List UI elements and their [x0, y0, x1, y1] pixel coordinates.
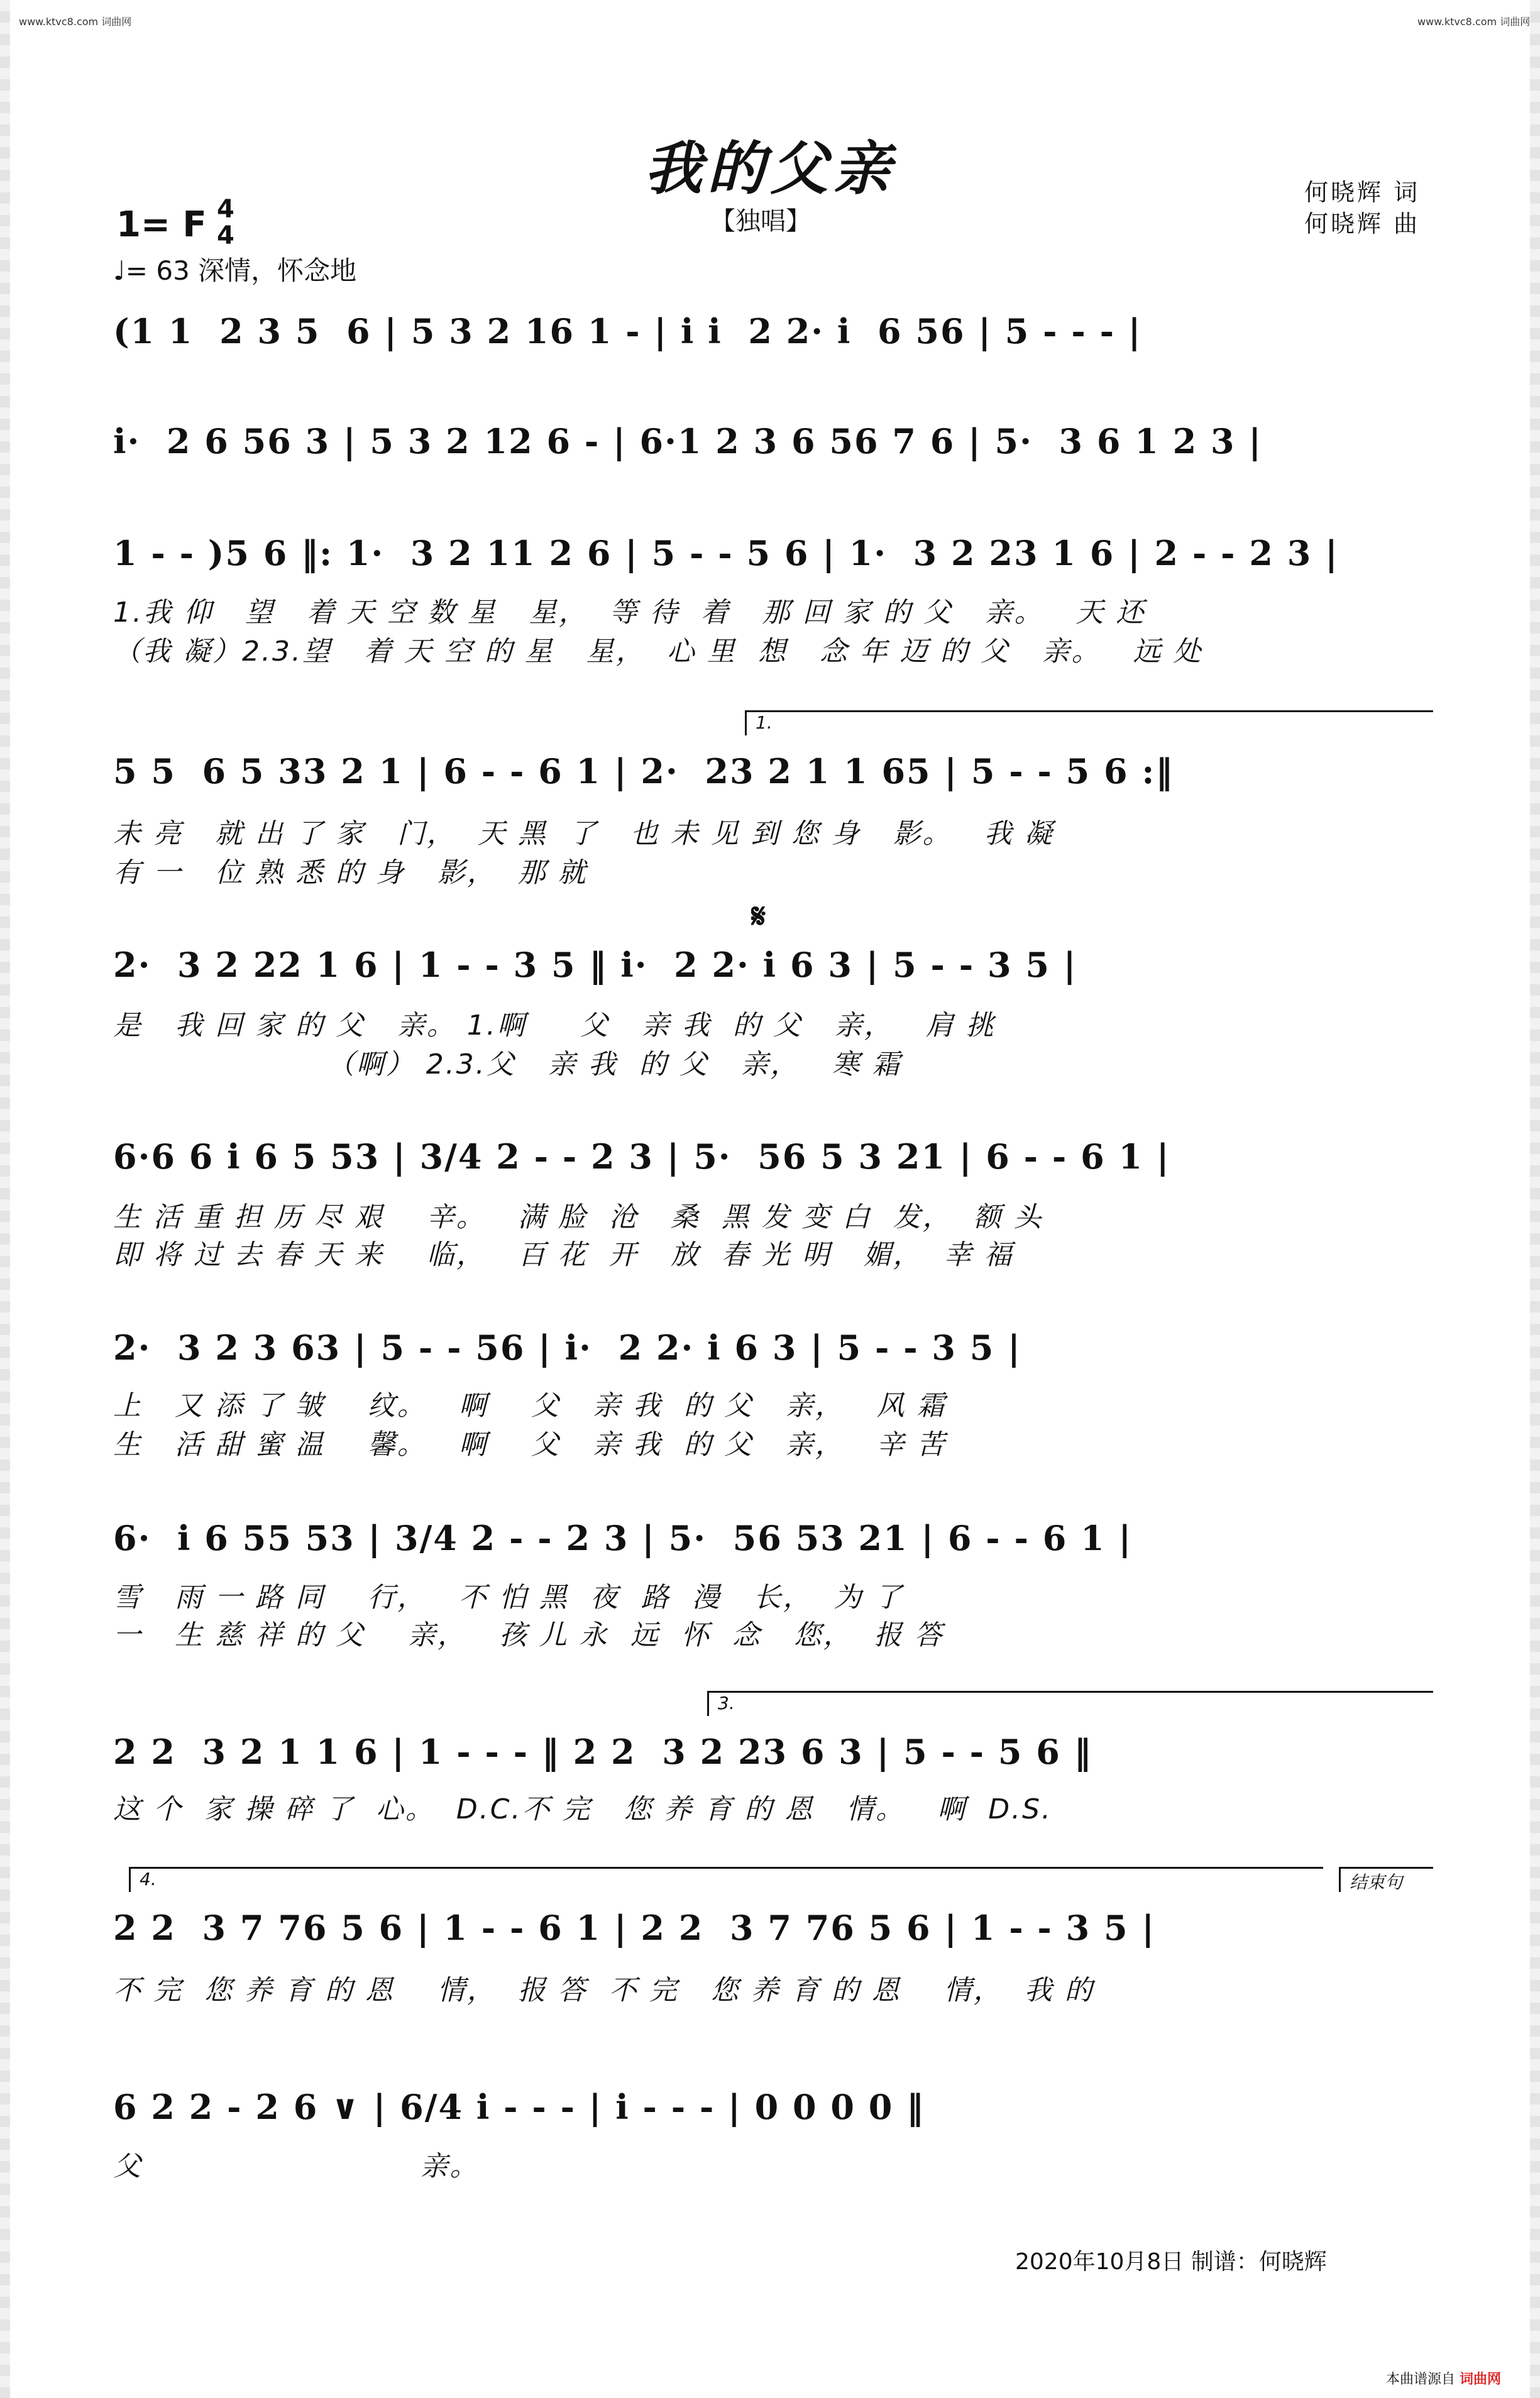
time-signature-top: 4 [217, 195, 234, 224]
volta-bracket-3: 3. [707, 1691, 1433, 1716]
notation-line-1: (1 1 2 3 5 6 | 5 3 2 16 1 - | i i 2 2· i 6 56 | 5 - - - | [113, 311, 1142, 351]
notation-line-10: 2 2 3 7 76 5 6 | 1 - - 6 1 | 2 2 3 7 76 5 6 | 1 - - 3 5 | [113, 1908, 1156, 1948]
notation-line-2: i· 2 6 56 3 | 5 3 2 12 6 - | 6·1 2 3 6 56 7 6 | 5· 3 6 1 2 3 | [113, 421, 1262, 461]
lyric-line-6-verse-1: 生 活 重 担 历 尽 艰 辛。 满 脸 沧 桑 黑 发 变 白 发， 额 头 [113, 1201, 1043, 1233]
song-title: 我的父亲 [644, 135, 896, 202]
volta-bracket-1: 1. [745, 710, 1433, 735]
time-signature [217, 196, 234, 249]
time-signature-bottom: 4 [217, 221, 234, 250]
page-border-left [0, 0, 10, 2398]
source-site-name: 词曲网 [1460, 2372, 1502, 2387]
lyric-line-11-verse-1: 父 亲。 [113, 2150, 480, 2182]
notation-line-5: 2· 3 2 22 1 6 | 1 - - 3 5 ‖ i· 2 2· i 6 3 | 5 - - 3 5 | [113, 945, 1077, 985]
site-watermark-right: www.ktvc8.com 词曲网 [1417, 16, 1531, 28]
lyric-line-5-verse-2: （啊） 2.3.父 亲 我 的 父 亲， 寒 霜 [113, 1048, 902, 1081]
notation-line-4: 5 5 6 5 33 2 1 | 6 - - 6 1 | 2· 23 2 1 1 65 | 5 - - 5 6 :‖ [113, 751, 1174, 791]
lyricist-credit: 何晓辉 词 [1304, 179, 1421, 206]
key-signature: 1= F [116, 204, 207, 245]
source-prefix: 本曲谱源自 [1386, 2372, 1456, 2387]
segno-sign: 𝄋 [751, 896, 767, 936]
lyric-line-5-verse-1: 是 我 回 家 的 父 亲。 1.啊 父 亲 我 的 父 亲， 肩 挑 [113, 1009, 996, 1042]
site-watermark-left: www.ktvc8.com 词曲网 [19, 16, 132, 28]
composer-credit: 何晓辉 曲 [1304, 210, 1421, 238]
date-and-transcriber: 2020年10月8日 制谱：何晓辉 [1015, 2249, 1327, 2275]
lyric-line-7-verse-2: 生 活 甜 蜜 温 馨。 啊 父 亲 我 的 父 亲， 辛 苦 [113, 1429, 947, 1461]
notation-line-9: 2 2 3 2 1 1 6 | 1 - - - ‖ 2 2 3 2 23 6 3 | 5 - - 5 6 ‖ [113, 1732, 1092, 1772]
page-border-right [1530, 0, 1540, 2398]
song-subtitle: 【独唱】 [710, 207, 811, 236]
volta-bracket-4: 4. [129, 1867, 1323, 1892]
lyric-line-9-verse-1: 这 个 家 操 碎 了 心。 D.C.不 完 您 养 育 的 恩 情。 啊 D.S. [113, 1793, 1053, 1825]
lyric-line-8-verse-2: 一 生 慈 祥 的 父 亲， 孩 儿 永 远 怀 念 您， 报 答 [113, 1619, 944, 1651]
notation-line-11: 6 2 2 - 2 6 ∨ | 6/4 i - - - | i - - - | 0 0 0 0 ‖ [113, 2087, 925, 2127]
notation-line-7: 2· 3 2 3 63 | 5 - - 56 | i· 2 2· i 6 3 | 5 - - 3 5 | [113, 1328, 1021, 1368]
lyric-line-4-verse-1: 未 亮 就 出 了 家 门， 天 黑 了 也 未 见 到 您 身 影。 我 凝 [113, 818, 1054, 850]
lyric-line-3-verse-1: 1.我 仰 望 着 天 空 数 星 星， 等 待 着 那 回 家 的 父 亲。 天 还 [113, 597, 1146, 629]
lyric-line-4-verse-2: 有 一 位 熟 悉 的 身 影， 那 就 [113, 857, 588, 889]
notation-line-3: 1 - - )5 6 ‖: 1· 3 2 11 2 6 | 5 - - 5 6 | 1· 3 2 23 1 6 | 2 - - 2 3 | [113, 533, 1339, 573]
source-credit [1386, 2368, 1501, 2388]
ending-bracket: 结束句 [1339, 1867, 1433, 1892]
tempo-marking: ♩= 63 深情，怀念地 [113, 255, 357, 286]
lyric-line-3-verse-2: （我 凝）2.3.望 着 天 空 的 星 星， 心 里 想 念 年 迈 的 父 亲。 远 处 [113, 635, 1203, 668]
notation-line-8: 6· i 6 55 53 | 3/4 2 - - 2 3 | 5· 56 53 21 | 6 - - 6 1 | [113, 1518, 1133, 1558]
lyric-line-6-verse-2: 即 将 过 去 春 天 来 临， 百 花 开 放 春 光 明 媚， 幸 福 [113, 1239, 1014, 1271]
lyric-line-8-verse-1: 雪 雨 一 路 同 行， 不 怕 黑 夜 路 漫 长， 为 了 [113, 1581, 904, 1614]
notation-line-6: 6·6 6 i 6 5 53 | 3/4 2 - - 2 3 | 5· 56 5 3 21 | 6 - - 6 1 | [113, 1136, 1170, 1177]
lyric-line-7-verse-1: 上 又 添 了 皱 纹。 啊 父 亲 我 的 父 亲， 风 霜 [113, 1390, 947, 1422]
lyric-line-10-verse-1: 不 完 您 养 育 的 恩 情， 报 答 不 完 您 养 育 的 恩 情， 我 的 [113, 1974, 1094, 2006]
